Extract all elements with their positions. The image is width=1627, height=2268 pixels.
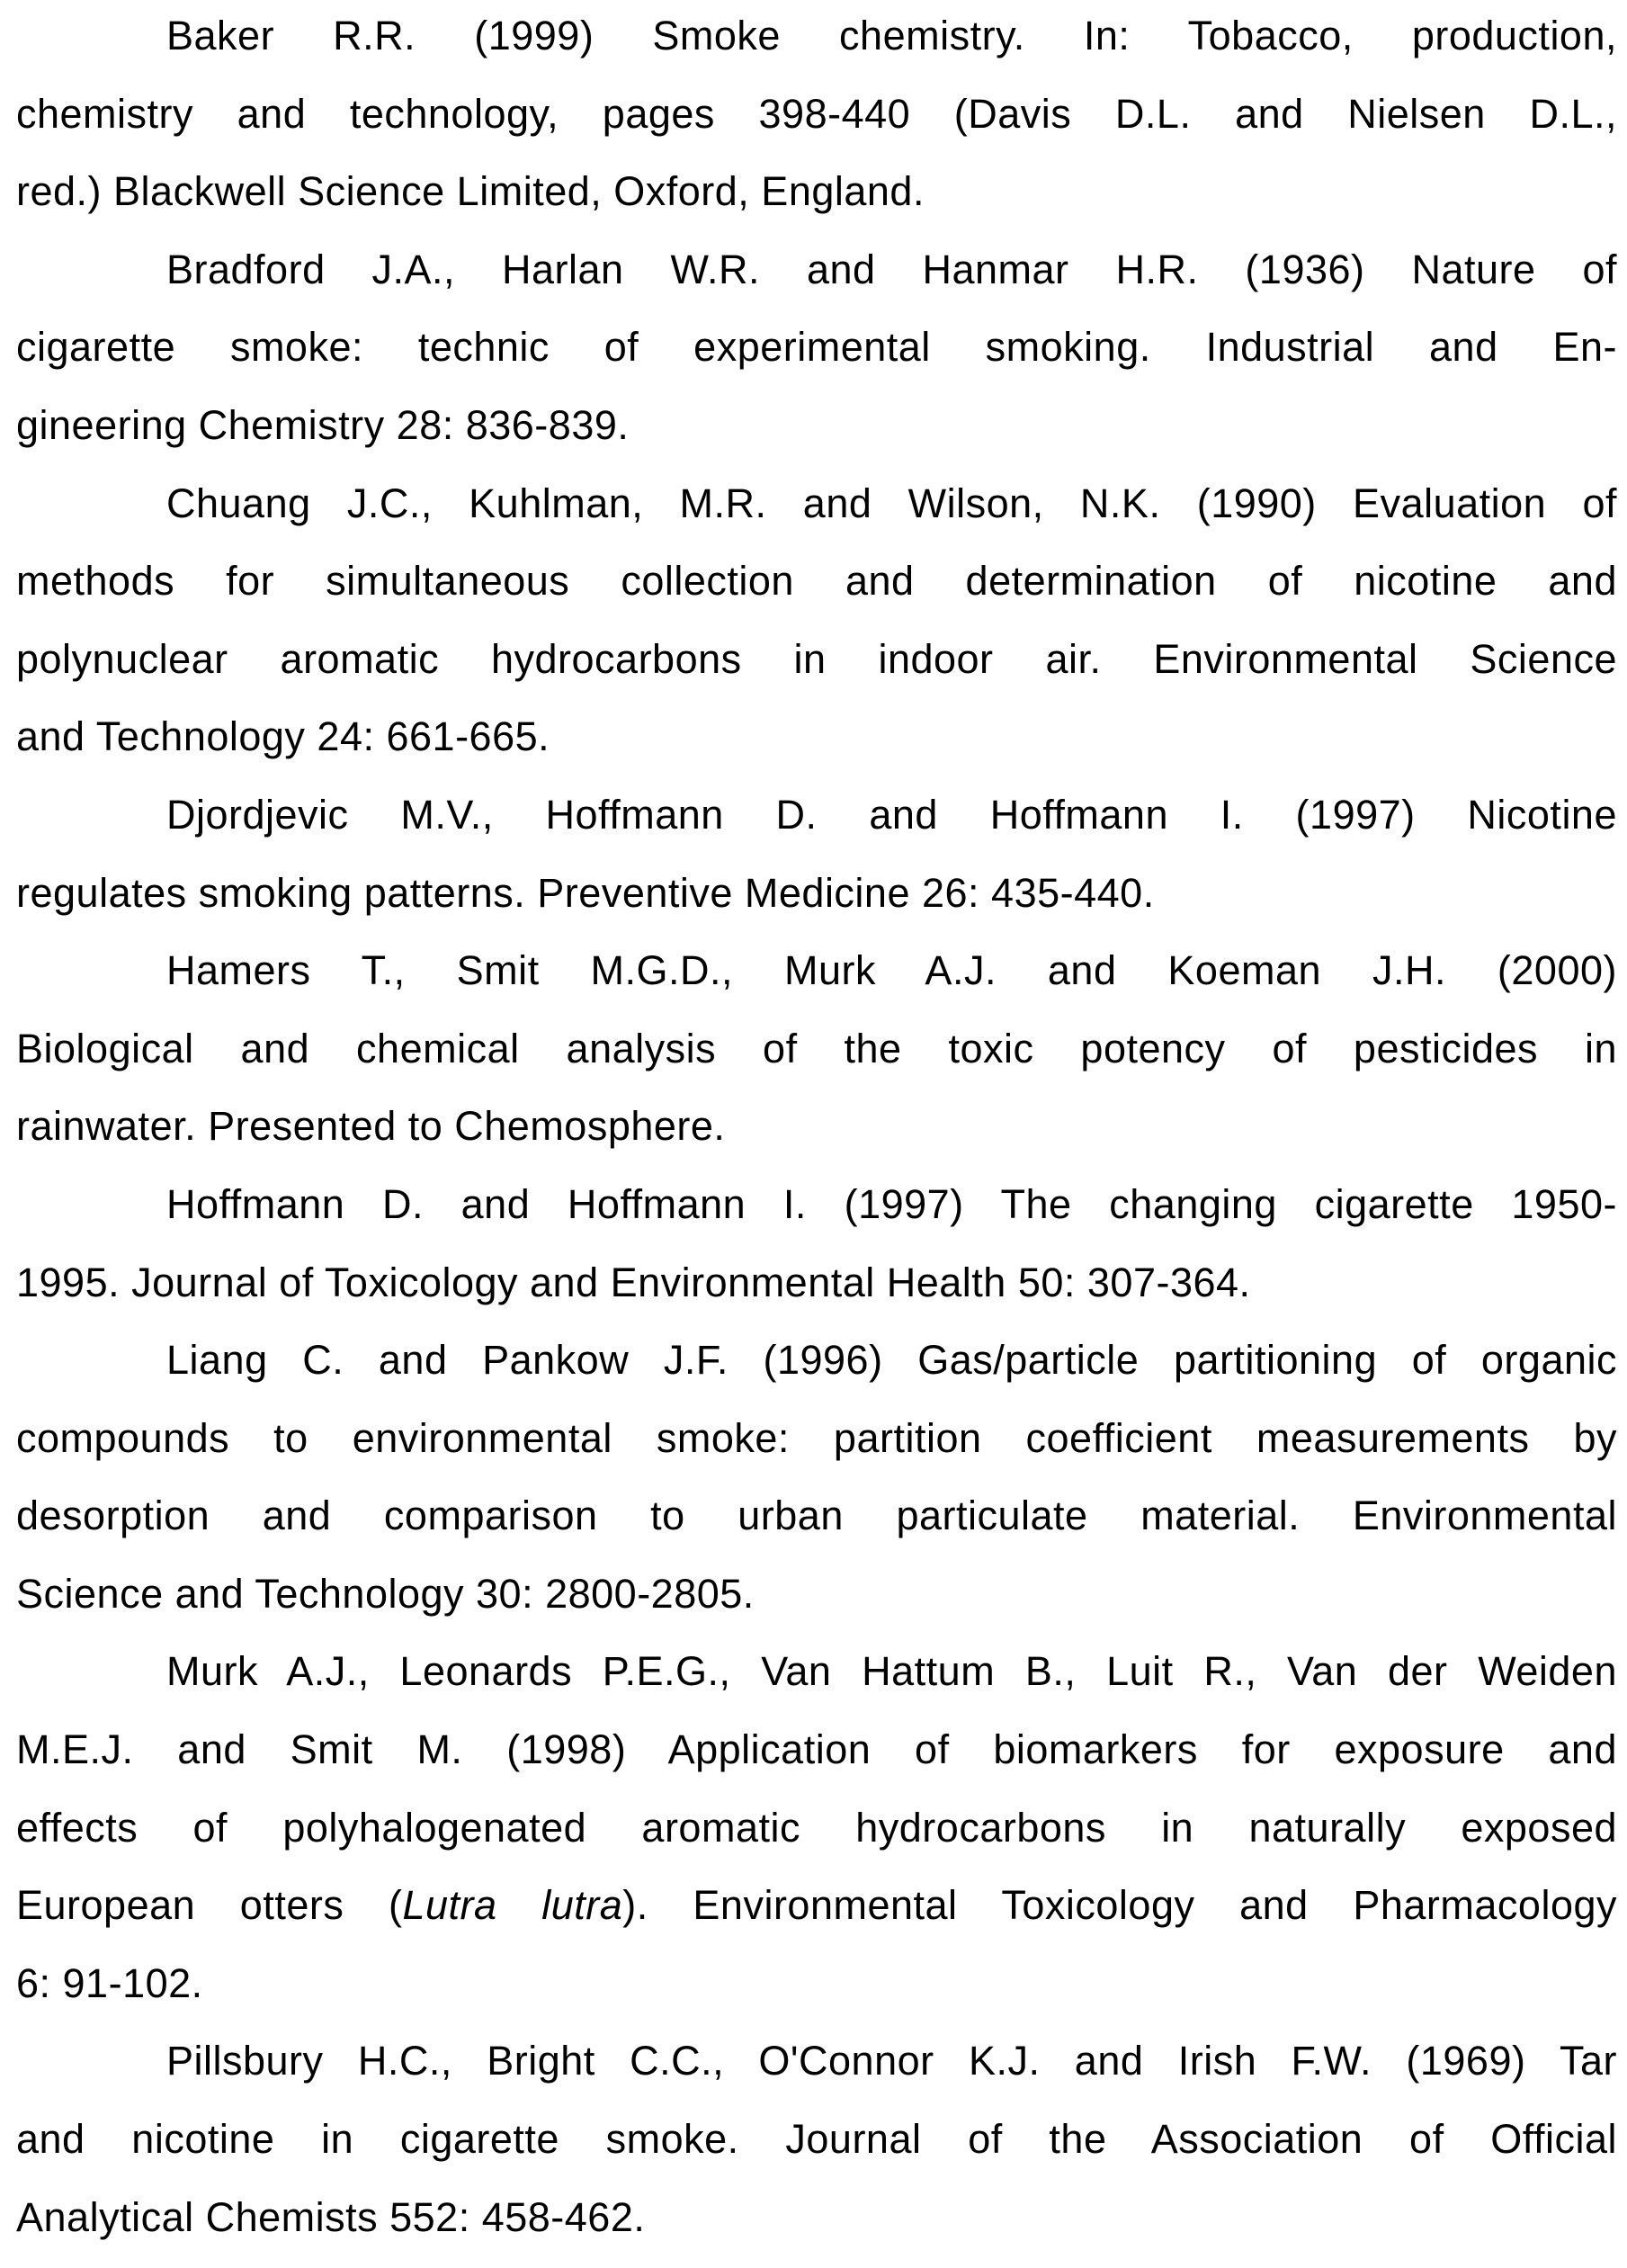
reference-text: ). Environmental Toxicology and Pharmacology: [622, 1882, 1617, 1928]
reference-list: [16, 9, 1617, 2268]
species-name: Lutra lutra: [403, 1882, 623, 1928]
reference-line: Djordjevic M.V., Hoffmann D. and Hoffmann I. (1997) Nicotine: [16, 788, 1617, 866]
reference-line: and nicotine in cigarette smoke. Journal of the Association of Official: [16, 2112, 1617, 2191]
reference-line: Biological and chemical analysis of the toxic potency of pesticides in: [16, 1022, 1617, 1100]
reference-line: Hamers T., Smit M.G.D., Murk A.J. and Koeman J.H. (2000): [16, 944, 1617, 1022]
reference-line: Chuang J.C., Kuhlman, M.R. and Wilson, N.K. (1990) Evaluation of: [16, 477, 1617, 555]
reference-line: cigarette smoke: technic of experimental smoking. Industrial and En-: [16, 320, 1617, 399]
reference-djordjevic-1997: [16, 788, 1617, 944]
reference-line: Hoffmann D. and Hoffmann I. (1997) The changing cigarette 1950-: [16, 1178, 1617, 1256]
reference-line: Liang C. and Pankow J.F. (1996) Gas/particle partitioning of organic: [16, 1333, 1617, 1412]
reference-line: methods for simultaneous collection and determination of nicotine and: [16, 554, 1617, 632]
reference-line: gineering Chemistry 28: 836-839.: [16, 399, 1617, 477]
reference-line: Analytical Chemists 552: 458-462.: [16, 2191, 1617, 2268]
reference-line: effects of polyhalogenated aromatic hydrocarbons in naturally exposed: [16, 1801, 1617, 1879]
reference-line: Pillsbury H.C., Bright C.C., O'Connor K.J. and Irish F.W. (1969) Tar: [16, 2034, 1617, 2112]
reference-line: compounds to environmental smoke: partition coefficient measurements by: [16, 1412, 1617, 1490]
reference-hoffmann-1997: [16, 1178, 1617, 1333]
reference-line: Murk A.J., Leonards P.E.G., Van Hattum B., Luit R., Van der Weiden: [16, 1645, 1617, 1723]
reference-baker-1999: [16, 9, 1617, 243]
reference-line: Science and Technology 30: 2800-2805.: [16, 1567, 1617, 1645]
reference-chuang-1990: [16, 477, 1617, 788]
reference-bradford-1936: [16, 243, 1617, 477]
reference-line: regulates smoking patterns. Preventive Medicine 26: 435-440.: [16, 866, 1617, 945]
reference-line: Baker R.R. (1999) Smoke chemistry. In: Tobacco, production,: [16, 9, 1617, 87]
reference-line: rainwater. Presented to Chemosphere.: [16, 1099, 1617, 1178]
reference-line: Bradford J.A., Harlan W.R. and Hanmar H.R. (1936) Nature of: [16, 243, 1617, 321]
reference-line: M.E.J. and Smit M. (1998) Application of biomarkers for exposure and: [16, 1723, 1617, 1801]
reference-text: European otters (: [16, 1882, 403, 1928]
reference-hamers-2000: [16, 944, 1617, 1178]
reference-line: and Technology 24: 661-665.: [16, 710, 1617, 788]
reference-line: [16, 1878, 1617, 1957]
reference-line: red.) Blackwell Science Limited, Oxford, England.: [16, 165, 1617, 243]
reference-pillsbury-1969: [16, 2034, 1617, 2268]
reference-line: chemistry and technology, pages 398-440 (Davis D.L. and Nielsen D.L.,: [16, 87, 1617, 166]
reference-murk-1998: [16, 1645, 1617, 2034]
reference-line: 1995. Journal of Toxicology and Environmental Health 50: 307-364.: [16, 1256, 1617, 1334]
reference-liang-1996: [16, 1333, 1617, 1645]
reference-line: polynuclear aromatic hydrocarbons in indoor air. Environmental Science: [16, 632, 1617, 711]
reference-line: desorption and comparison to urban particulate material. Environmental: [16, 1489, 1617, 1567]
reference-line: 6: 91-102.: [16, 1957, 1617, 2035]
